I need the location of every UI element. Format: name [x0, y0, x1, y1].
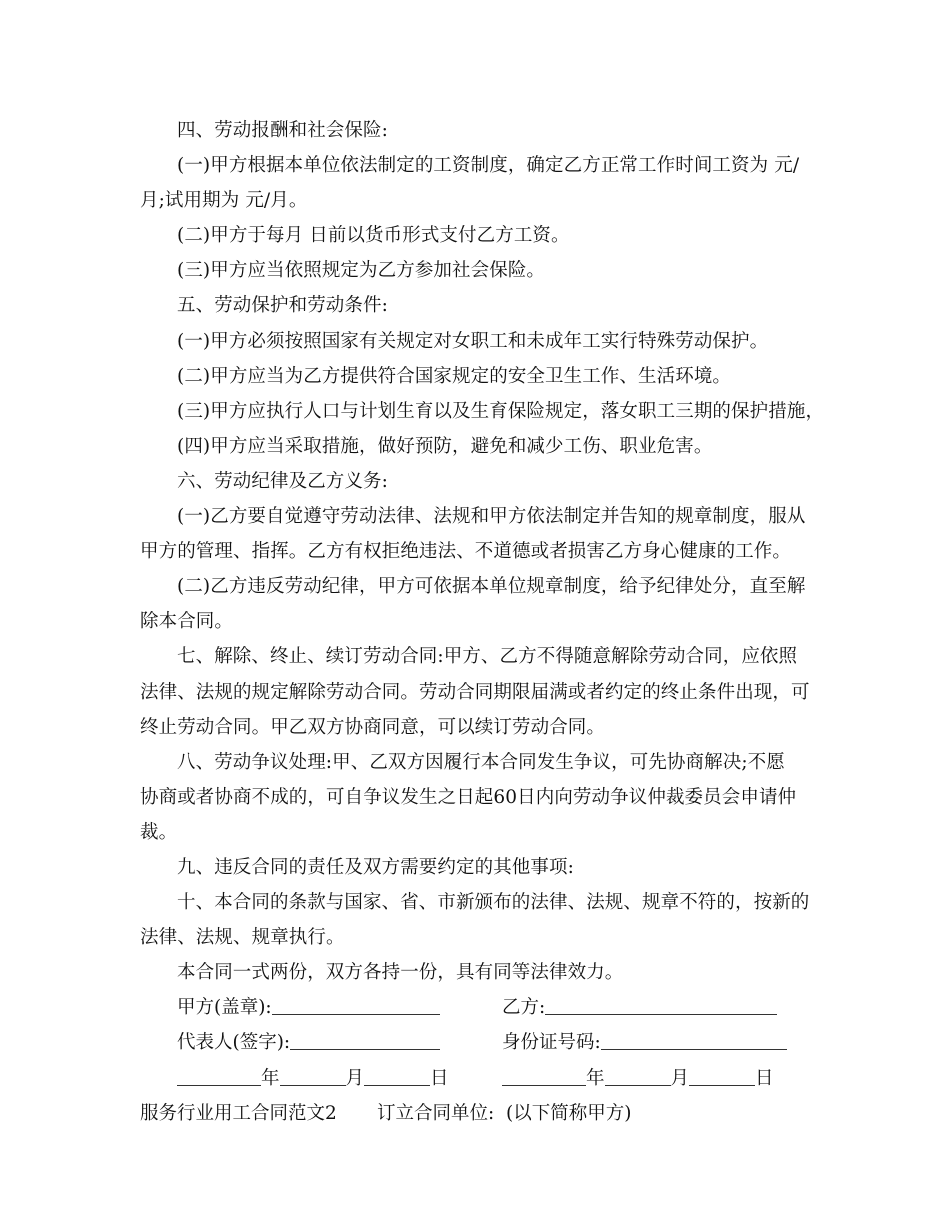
paragraph-line: 法律、法规、规章执行。	[140, 927, 345, 949]
year-label: 年	[586, 1067, 605, 1089]
party-b-signature	[502, 990, 777, 1025]
next-document-title: 服务行业用工合同范文2	[140, 1102, 337, 1124]
footer-row	[140, 1096, 816, 1131]
contract-unit-field	[377, 1096, 631, 1131]
day-blank	[689, 1065, 755, 1086]
representative-label: 代表人(签字):	[177, 1032, 291, 1054]
id-number-field	[502, 1025, 787, 1060]
year-blank	[177, 1065, 261, 1086]
section-heading-8: 八、劳动争议处理:甲、乙双方因履行本合同发生争议，可先协商解决;不愿	[177, 751, 785, 773]
paragraph-line: (二)甲方应当为乙方提供符合国家规定的安全卫生工作、生活环境。	[177, 365, 732, 387]
contract-unit-label: 订立合同单位:	[377, 1102, 495, 1124]
paragraph-line: (三)甲方应执行人口与计划生育以及生育保险规定，落女职工三期的保护措施，	[177, 400, 825, 422]
day-label: 日	[430, 1067, 449, 1089]
contract-body	[140, 113, 825, 990]
id-number-blank	[601, 1029, 787, 1050]
section-heading-4: 四、劳动报酬和社会保险:	[177, 120, 388, 141]
month-blank	[280, 1065, 346, 1086]
paragraph-line: (四)甲方应当采取措施，做好预防，避免和减少工伤、职业危害。	[177, 435, 713, 457]
paragraph-line: (一)甲方必须按照国家有关规定对女职工和未成年工实行特殊劳动保护。	[177, 330, 769, 352]
paragraph-line: (一)乙方要自觉遵守劳动法律、法规和甲方依法制定并告知的规章制度，服从	[177, 506, 806, 528]
day-label: 日	[755, 1067, 774, 1089]
signature-row-party	[140, 990, 816, 1025]
signature-row-rep	[140, 1025, 816, 1060]
paragraph-line: 协商或者协商不成的，可自争议发生之日起60日内向劳动争议仲裁委员会申请仲	[140, 786, 797, 808]
paragraph-line: 法律、法规的规定解除劳动合同。劳动合同期限届满或者约定的终止条件出现，可	[140, 681, 810, 703]
month-label: 月	[670, 1067, 690, 1089]
signature-row-date	[140, 1061, 816, 1096]
party-a-blank	[272, 994, 440, 1015]
paragraph-line: (一)甲方根据本单位依法制定的工资制度，确定乙方正常工作时间工资为 元/	[177, 155, 800, 177]
month-label: 月	[345, 1067, 365, 1089]
party-a-date	[177, 1061, 449, 1096]
paragraph-line: (三)甲方应当依照规定为乙方参加社会保险。	[177, 260, 546, 282]
party-b-blank	[545, 994, 777, 1015]
paragraph-line: 本合同一式两份，双方各持一份，具有同等法律效力。	[177, 962, 624, 984]
party-a-signature	[177, 990, 440, 1025]
document-page	[140, 113, 825, 1131]
id-number-label: 身份证号码:	[502, 1032, 601, 1054]
section-heading-6: 六、劳动纪律及乙方义务:	[177, 470, 388, 492]
representative-signature	[177, 1025, 440, 1060]
contract-unit-note: (以下简称甲方)	[506, 1102, 632, 1124]
section-heading-10: 十、本合同的条款与国家、省、市新颁布的法律、法规、规章不符的，按新的	[177, 892, 810, 914]
paragraph-line: 月;试用期为 元/月。	[140, 190, 308, 212]
year-label: 年	[261, 1067, 280, 1089]
year-blank	[502, 1065, 586, 1086]
day-blank	[364, 1065, 430, 1086]
section-heading-7: 七、解除、终止、续订劳动合同:甲方、乙方不得随意解除劳动合同，应依照	[177, 646, 798, 668]
month-blank	[605, 1065, 671, 1086]
paragraph-line: 终止劳动合同。甲乙双方协商同意，可以续订劳动合同。	[140, 716, 606, 738]
paragraph-line: 甲方的管理、指挥。乙方有权拒绝违法、不道德或者损害乙方身心健康的工作。	[140, 541, 792, 563]
paragraph-line: (二)甲方于每月 日前以货币形式支付乙方工资。	[177, 225, 570, 247]
section-heading-9: 九、违反合同的责任及双方需要约定的其他事项:	[177, 856, 574, 878]
section-heading-5: 五、劳动保护和劳动条件:	[177, 295, 388, 317]
party-b-label: 乙方:	[502, 997, 546, 1019]
paragraph-line: (二)乙方违反劳动纪律，甲方可依据本单位规章制度，给予纪律处分，直至解	[177, 576, 806, 598]
paragraph-line: 除本合同。	[140, 611, 234, 633]
party-a-label: 甲方(盖章):	[177, 997, 272, 1019]
party-b-date	[502, 1061, 774, 1096]
representative-blank	[290, 1029, 440, 1050]
paragraph-line: 裁。	[140, 821, 178, 843]
